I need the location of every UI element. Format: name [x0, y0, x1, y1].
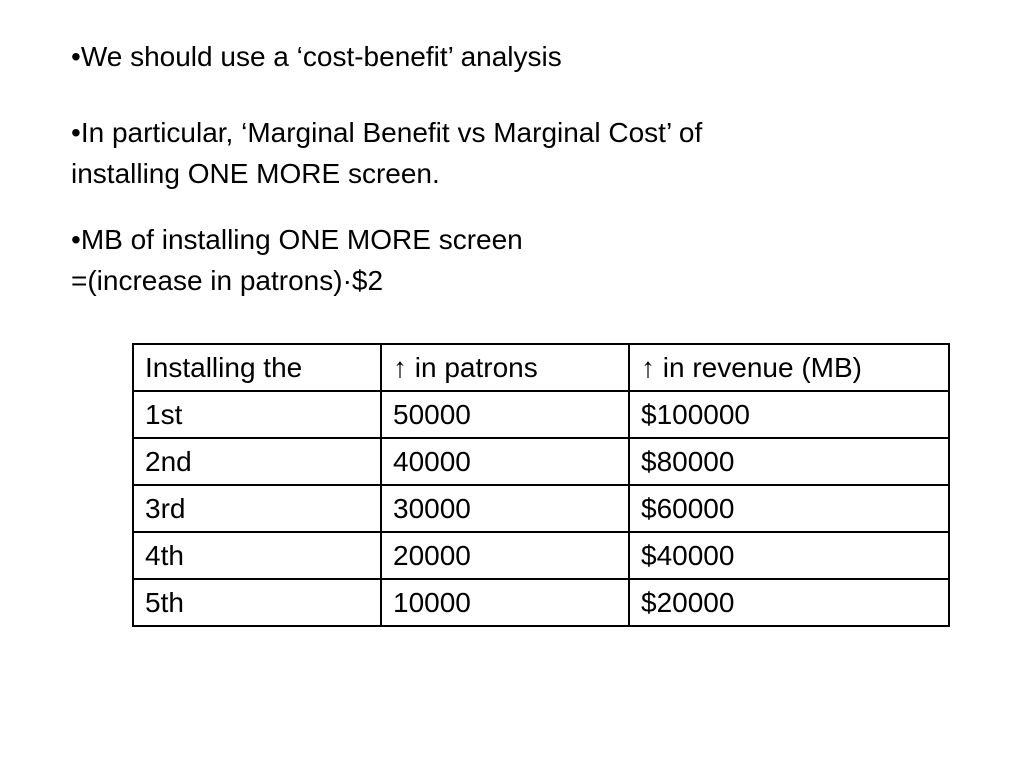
bullet-marker: • [71, 224, 81, 255]
cell-screen: 3rd [133, 485, 381, 532]
formula-text: =(increase in patrons)·$2 [71, 265, 384, 296]
table-row [133, 391, 949, 438]
table-row [133, 438, 949, 485]
cell-screen: 4th [133, 532, 381, 579]
cell-screen: 2nd [133, 438, 381, 485]
cell-patrons: 20000 [381, 532, 629, 579]
bullet-marginal-benefit [71, 112, 702, 194]
cell-revenue: $60000 [629, 485, 949, 532]
bullet-cost-benefit [71, 36, 562, 77]
bullet-line [71, 36, 562, 77]
bullet-text: In particular, ‘Marginal Benefit vs Marginal Cost’ of [80, 117, 703, 148]
cell-patrons: 10000 [381, 579, 629, 626]
table-header-row [133, 344, 949, 391]
bullet-mb-definition [71, 219, 523, 301]
table-row [133, 579, 949, 626]
marginal-benefit-table [132, 343, 950, 627]
cell-revenue: $20000 [629, 579, 949, 626]
table-row [133, 485, 949, 532]
header-patrons: ↑ in patrons [381, 344, 629, 391]
bullet-line [71, 112, 702, 153]
cell-patrons: 50000 [381, 391, 629, 438]
cell-patrons: 40000 [381, 438, 629, 485]
bullet-marker: • [71, 41, 81, 72]
header-installing: Installing the [133, 344, 381, 391]
bullet-text: MB of installing ONE MORE screen [80, 224, 523, 255]
bullet-line [71, 219, 523, 260]
cell-revenue: $40000 [629, 532, 949, 579]
cell-screen: 1st [133, 391, 381, 438]
cell-screen: 5th [133, 579, 381, 626]
cell-revenue: $80000 [629, 438, 949, 485]
header-revenue: ↑ in revenue (MB) [629, 344, 949, 391]
bullet-marker: • [71, 117, 81, 148]
bullet-text: We should use a ‘cost-benefit’ analysis [80, 41, 562, 72]
bullet-text-continued: installing ONE MORE screen. [71, 158, 440, 189]
cell-patrons: 30000 [381, 485, 629, 532]
table-row [133, 532, 949, 579]
cell-revenue: $100000 [629, 391, 949, 438]
